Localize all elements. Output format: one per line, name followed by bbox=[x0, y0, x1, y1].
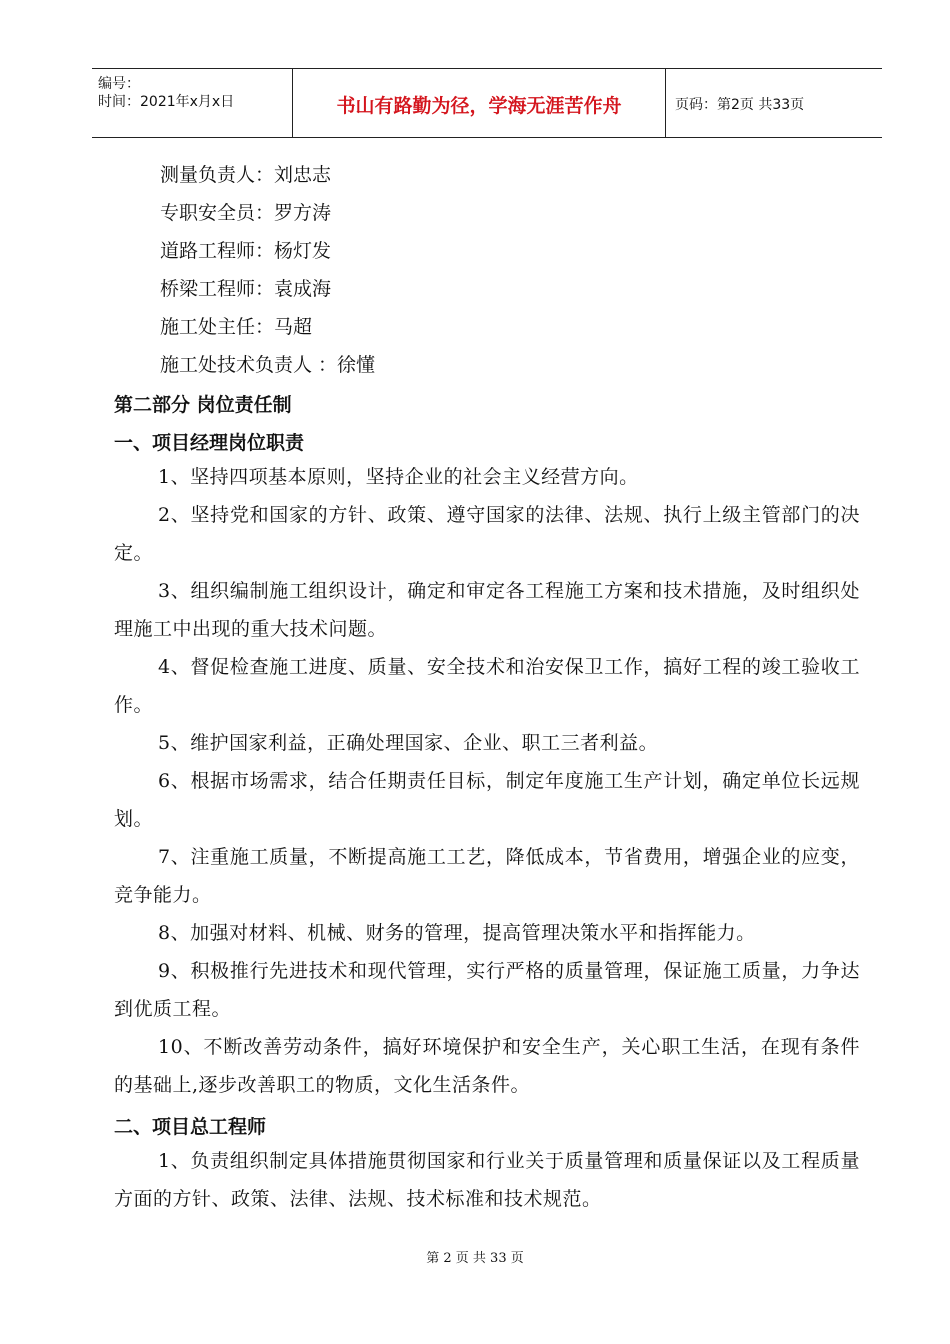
staff-line: 道路工程师：杨灯发 bbox=[160, 240, 332, 262]
list-item: 6、根据市场需求，结合任期责任目标，制定年度施工生产计划，确定单位长远规划。 bbox=[114, 770, 860, 830]
staff-line: 测量负责人：刘忠志 bbox=[160, 164, 332, 186]
list-item: 5、维护国家利益，正确处理国家、企业、职工三者利益。 bbox=[158, 732, 659, 754]
list-item: 9、积极推行先进技术和现代管理，实行严格的质量管理，保证施工质量，力争达到优质工程。 bbox=[114, 960, 860, 1020]
section-title: 二、项目总工程师 bbox=[114, 1116, 267, 1138]
staff-line: 施工处主任：马超 bbox=[160, 316, 313, 338]
list-item: 10、不断改善劳动条件，搞好环境保护和安全生产，关心职工生活，在现有条件的基础上,逐步改善职工的物质，文化生活条件。 bbox=[114, 1036, 860, 1096]
section-title: 一、项目经理岗位职责 bbox=[114, 432, 305, 454]
header-page-label: 页码：第2页 共33页 bbox=[675, 97, 805, 113]
staff-line: 专职安全员：罗方涛 bbox=[160, 202, 332, 224]
header-number-label: 编号： bbox=[98, 76, 140, 92]
header-motto: 书山有路勤为径，学海无涯苦作舟 bbox=[336, 95, 622, 117]
list-item: 2、坚持党和国家的方针、政策、遵守国家的法律、法规、执行上级主管部门的决定。 bbox=[114, 504, 860, 564]
page-footer: 第 2 页 共 33 页 bbox=[426, 1251, 524, 1266]
list-item: 1、坚持四项基本原则，坚持企业的社会主义经营方向。 bbox=[158, 466, 639, 488]
header-motto-cell bbox=[292, 69, 666, 137]
page-header bbox=[92, 68, 882, 138]
list-item: 3、组织编制施工组织设计，确定和审定各工程施工方案和技术措施，及时组织处理施工中出现的重大技术问题。 bbox=[114, 580, 860, 640]
list-item: 7、注重施工质量，不断提高施工工艺，降低成本，节省费用，增强企业的应变，竞争能力。 bbox=[114, 846, 860, 906]
staff-line: 施工处技术负责人 ：徐懂 bbox=[160, 354, 376, 376]
list-item: 4、督促检查施工进度、质量、安全技术和治安保卫工作，搞好工程的竣工验收工作。 bbox=[114, 656, 860, 716]
header-meta-cell bbox=[92, 69, 292, 137]
list-item: 1、负责组织制定具体措施贯彻国家和行业关于质量管理和质量保证以及工程质量方面的方针、政策、法律、法规、技术标准和技术规范。 bbox=[114, 1150, 860, 1210]
list-item: 8、加强对材料、机械、财务的管理，提高管理决策水平和指挥能力。 bbox=[158, 922, 756, 944]
header-time-label: 时间：2021年x月x日 bbox=[98, 94, 235, 110]
staff-line: 桥梁工程师：袁成海 bbox=[160, 278, 332, 300]
part-title: 第二部分 岗位责任制 bbox=[114, 394, 292, 416]
header-page-cell bbox=[665, 69, 882, 137]
